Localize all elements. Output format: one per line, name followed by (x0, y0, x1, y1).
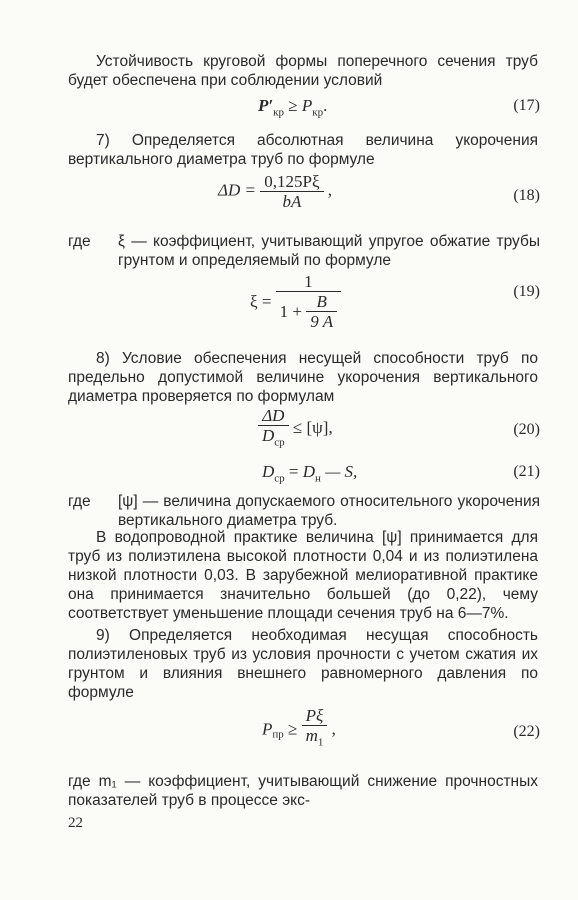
eq20-fraction: $\frac{\Delta D}{D_{ср}}$ (258, 406, 289, 452)
where-label-2: где (68, 493, 91, 510)
eq18-number: (18) (513, 187, 540, 204)
formula-22: $P_{пр}$ ≥ $\frac{P\xi}{m_1}$ , (22) (0, 706, 578, 756)
formula-19 (0, 270, 578, 336)
eq22-fraction: $\frac{P\xi}{m_1}$ (302, 706, 328, 752)
where-label-1: где (68, 233, 91, 250)
formula-20 (0, 406, 578, 452)
paragraph-item-9: 9) Определяется необходимая несущая способность полиэтиленовых труб из условия прочности с учетом сжатия их грунтом и влияния внешнего равномерного давления по формуле (68, 627, 538, 701)
eq17-lhs: P′ (258, 96, 274, 115)
formula-21: $D_{ср} = D_н$ — S, (21) (262, 462, 540, 485)
eq17-number: (17) (513, 97, 540, 114)
eq19-lhs: ξ = (250, 292, 272, 311)
page-number: 22 (68, 815, 83, 831)
eq21-number: (21) (513, 463, 540, 480)
where-m1-definition: где m₁ — коэффициент, учитывающий снижение прочностных показателей труб в процессе экс- (68, 773, 538, 809)
eq19-number: (19) (513, 283, 540, 300)
eq22-number: (22) (513, 723, 540, 740)
formula-18: ΔD = $\frac{0,125P\xi}{bA}$ , (18) (218, 172, 540, 211)
eq17-op: ≥ (288, 96, 298, 115)
eq20-op: ≤ [ψ], (292, 418, 333, 438)
eq20-number: (20) (513, 421, 540, 438)
paragraph-item-7: 7) Определяется абсолютная величина укорочения вертикального диаметра труб по формуле (68, 132, 538, 168)
where-psi-definition: [ψ] — величина допускаемого относительного укорочения вертикального диаметра труб. (118, 493, 540, 529)
where-xi-definition: ξ — коэффициент, учитывающий упругое обжатие трубы грунтом и определяемый по формуле (118, 233, 540, 269)
paragraph-stability: Устойчивость круговой формы поперечного сечения труб будет обеспечена при соблюдении условий (68, 53, 538, 89)
paragraph-item-8: 8) Условие обеспечения несущей способности труб по предельно допустимой величине укорочения вертикального диаметра проверяется по формулам (68, 350, 538, 405)
formula-17: $P'_{кр} \ge P_{кр}$. (17) (258, 96, 540, 119)
eq18-fraction: $\frac{0,125P\xi}{bA}$ (260, 172, 323, 211)
eq18-lhs: ΔD = (218, 180, 256, 200)
eq19-fraction: 1 1 + $\frac{B}{9 A}$ (276, 272, 341, 331)
paragraph-practice: В водопроводной практике величина [ψ] принимается для труб из полиэтилена высокой плотности 0,04 и из полиэтилена низкой плотности 0,03. В зарубежной мелиоративной практике она принимается значительно большей (до 0,22), чему соответствует уменьшение площади сечения труб на 6—7%. (68, 529, 538, 622)
